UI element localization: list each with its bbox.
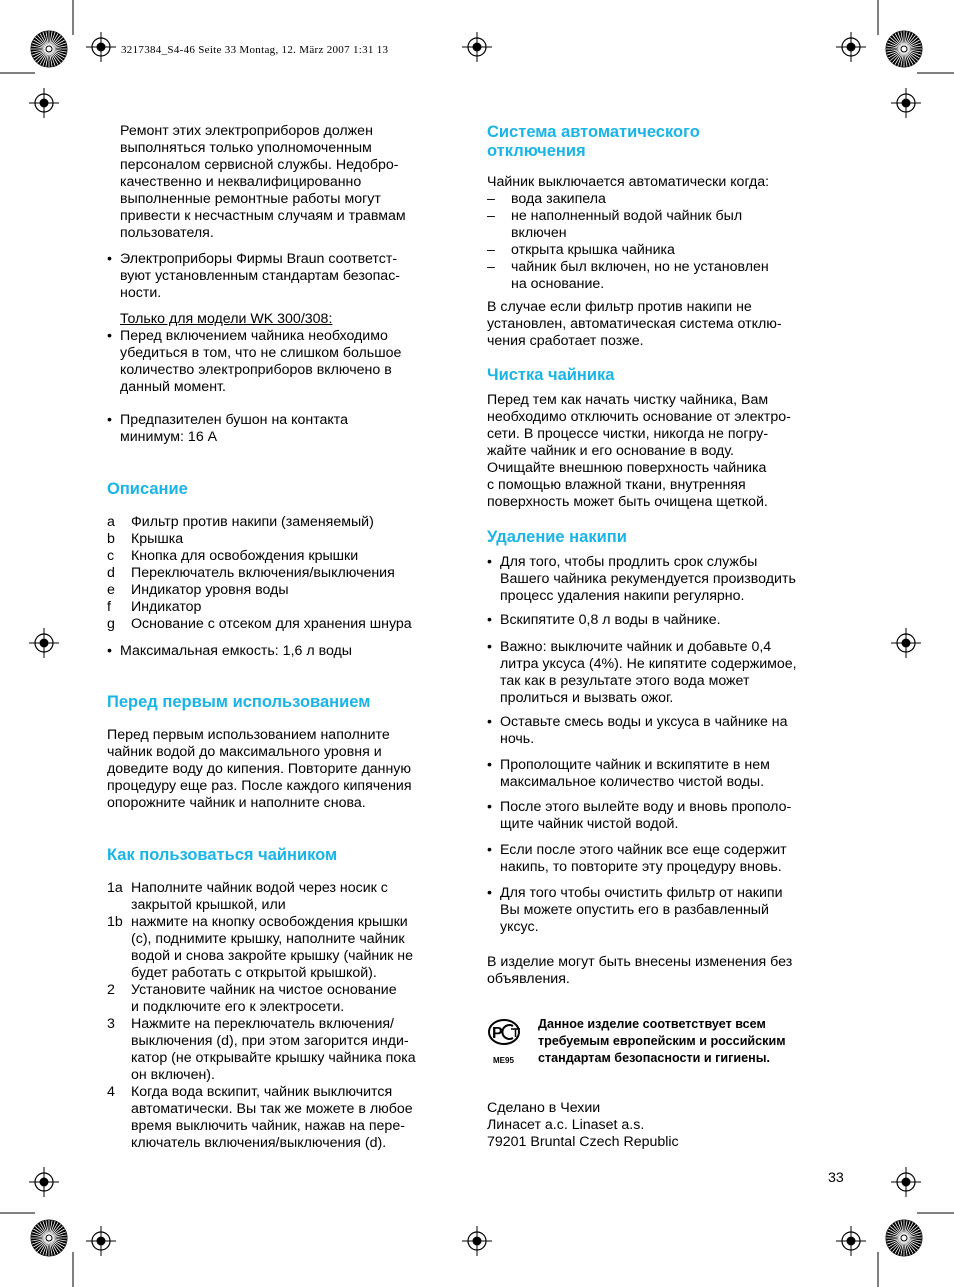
text-line: доведите воду до кипения. Повторите данную [107, 761, 412, 777]
part-text: Фильтр против накипи (заменяемый) [131, 514, 374, 530]
text-line: • Электроприборы Фирмы Braun соответст- [120, 251, 398, 267]
text-line: нажмите на кнопку освобождения крышки [131, 914, 408, 930]
text-line: • Для того, чтобы продлить срок службы [500, 554, 758, 570]
descale-bullet [487, 757, 849, 791]
svg-text:P: P [492, 1025, 503, 1042]
text-line: процедуру еще раз. После каждого кипячения [107, 778, 412, 794]
part-text: Переключатель включения/выключения [131, 565, 395, 581]
text-line: катор (не открывайте крышку чайника пока [131, 1050, 416, 1066]
text-line: жайте чайник и его основание в воду. [487, 443, 734, 459]
text-line: поверхность может быть очищена щеткой. [487, 494, 768, 510]
text-line: ночь. [500, 731, 535, 747]
step-item [107, 880, 467, 914]
text-line: • Если после этого чайник все еще содержит [500, 842, 787, 858]
text-line: привести к несчастным случаям и травмам [120, 208, 406, 224]
text-line: установлен, автоматическая система отклю- [487, 316, 782, 332]
text-line: время выключить чайник, нажав на пере- [131, 1118, 405, 1134]
text-line: Вы можете опустить его в разбавленный [500, 902, 769, 918]
text-line: объявления. [487, 971, 570, 987]
descale-bullet [487, 885, 849, 936]
text-line: Ремонт этих электроприборов должен [120, 123, 373, 139]
heading-cleaning: Чистка чайника [487, 366, 615, 384]
text-line: автоматически. Вы так же можете в любое [131, 1101, 413, 1117]
text-line: • Прополощите чайник и вскипятите в нем [500, 757, 770, 773]
text-line: включен [511, 225, 567, 241]
condition-item [487, 242, 849, 259]
text-line: требуемым европейским и российским [538, 1034, 786, 1048]
intro-paragraph [120, 123, 467, 242]
part-key: f [107, 599, 111, 615]
text-line: максимальное количество чистой воды. [500, 774, 765, 790]
cert-statement [538, 1016, 849, 1067]
part-text: Индикатор уровня воды [131, 582, 289, 598]
text-line: на основание. [511, 276, 605, 292]
bullet-check [107, 328, 467, 396]
part-key: b [107, 531, 115, 547]
auto-conditions [487, 191, 849, 293]
text-line: щите чайник чистой водой. [500, 816, 679, 832]
text-line: 79201 Bruntal Czech Republic [487, 1134, 679, 1150]
text-line: • Вскипятите 0,8 л воды в чайнике. [500, 612, 721, 628]
cleaning-paragraph [487, 392, 849, 511]
part-text: Основание с отсеком для хранения шнура [131, 616, 412, 632]
text-line: • Оставьте смесь воды и уксуса в чайнике на [500, 714, 788, 730]
text-line: данный момент. [120, 379, 226, 395]
text-line: ключатель включения/выключения (d). [131, 1135, 387, 1151]
text-line: Данное изделие соответствует всем [538, 1017, 766, 1031]
text-line: пользователя. [120, 225, 214, 241]
part-item [107, 514, 467, 531]
changes-note [487, 954, 849, 988]
text-line: уксус. [500, 919, 539, 935]
text-line: • Для того чтобы очистить фильтр от накипи [500, 885, 783, 901]
text-line: стандартам безопасности и гигиены. [538, 1051, 770, 1065]
text-line: Перед тем как начать чистку чайника, Вам [487, 392, 769, 408]
step-item [107, 1084, 467, 1152]
descale-bullet [487, 714, 849, 748]
text-line: Очищайте внешнюю поверхность чайника [487, 460, 767, 476]
text-line: необходимо отключить основание от электро- [487, 409, 791, 425]
auto-intro: Чайник выключается автоматически когда: [487, 174, 770, 190]
step-key: 1b [107, 914, 123, 930]
heading-descaling: Удаление накипи [487, 528, 627, 546]
text-line: минимум: 16 A [120, 429, 218, 445]
part-key: a [107, 514, 115, 530]
text-line: с помощью влажной ткани, внутренняя [487, 477, 746, 493]
text-line: Сделано в Чехии [487, 1100, 601, 1116]
step-item [107, 914, 467, 982]
cert-code: ME95 [493, 1056, 514, 1065]
text-line: опорожните чайник и наполните снова. [107, 795, 366, 811]
text-line: закрытой крышкой, или [131, 897, 286, 913]
page-number: 33 [828, 1170, 844, 1186]
descale-bullet [487, 842, 849, 876]
steps-list [107, 880, 467, 1152]
text-line: Вашего чайника рекумендуется производить [500, 571, 796, 587]
text-line: чения сработает позже. [487, 333, 644, 349]
heading-how-to-use: Как пользоваться чайником [107, 846, 338, 864]
parts-list [107, 514, 467, 633]
bullet-standard [107, 251, 467, 302]
heading-line: Система автоматического [487, 123, 700, 141]
text-line: • После этого вылейте воду и вновь прополо- [500, 799, 792, 815]
part-item [107, 565, 467, 582]
text-line: – открыта крышка чайника [511, 242, 675, 258]
text-line: пролиться и вызвать ожог. [500, 690, 674, 706]
step-key: 2 [107, 982, 115, 998]
text-line: сети. В процессе чистки, никогда не погру- [487, 426, 769, 442]
text-line: – вода закипела [511, 191, 606, 207]
text-line: накипь, то повторите эту процедуру вновь. [500, 859, 782, 875]
step-item [107, 1016, 467, 1084]
part-item [107, 599, 467, 616]
part-key: c [107, 548, 115, 564]
text-line: процесс удаления накипи регулярно. [500, 588, 745, 604]
text-line: водой и снова закройте крышку (чайник не [131, 948, 414, 964]
text-line: • Перед включением чайника необходимо [120, 328, 388, 344]
condition-item [487, 259, 849, 293]
step-item [107, 982, 467, 1016]
only-model-note: Только для модели WK 300/308: [120, 311, 333, 327]
part-key: g [107, 616, 115, 632]
part-item [107, 531, 467, 548]
condition-item [487, 191, 849, 208]
step-key: 1a [107, 880, 123, 896]
part-key: d [107, 565, 115, 581]
text-line: – не наполненный водой чайник был [511, 208, 743, 224]
text-line: литра уксуса (4%). Не кипятите содержимое, [500, 656, 797, 672]
step-key: 3 [107, 1016, 115, 1032]
text-line: количество электроприборов включено в [120, 362, 392, 378]
text-line: Перед первым использованием наполните [107, 727, 390, 743]
text-line: качественно и неквалифицированно [120, 174, 362, 190]
text-line: так как в результате этого вода может [500, 673, 750, 689]
text-line: Нажмите на переключатель включения/ [131, 1016, 394, 1032]
part-item [107, 548, 467, 565]
text-line: • Предпазителен бушон на контакта [120, 412, 349, 428]
text-line: Линасет а.с. Linaset a.s. [487, 1117, 645, 1133]
manufacturer-info [487, 1100, 849, 1151]
heading-description: Описание [107, 480, 188, 498]
text-line: (c), поднимите крышку, наполните чайник [131, 931, 405, 947]
heading-line: отключения [487, 142, 586, 160]
auto-note [487, 299, 849, 350]
descale-bullet [487, 639, 849, 707]
text-line: будет работать с открытой крышкой). [131, 965, 377, 981]
text-line: убедиться в том, что не слишком большое [120, 345, 402, 361]
text-line: ности. [120, 285, 162, 301]
heading-first-use: Перед первым использованием [107, 693, 371, 711]
part-item [107, 582, 467, 599]
part-key: e [107, 582, 115, 598]
text-line: он включен). [131, 1067, 215, 1083]
part-text: Индикатор [131, 599, 202, 615]
bullet-capacity: • Максимальная емкость: 1,6 л воды [107, 643, 467, 660]
first-use-paragraph [107, 727, 467, 812]
text-line: – чайник был включен, но не установлен [511, 259, 769, 275]
text-line: вуют установленным стандартам безопас- [120, 268, 401, 284]
text-line: • Важно: выключите чайник и добавьте 0,4 [500, 639, 772, 655]
text-line: выключения (d), при этом загорится инди- [131, 1033, 409, 1049]
descale-bullet [487, 612, 849, 629]
descale-bullet [487, 554, 849, 605]
text-line: выполненные ремонтные работы могут [120, 191, 381, 207]
part-text: Кнопка для освобождения крышки [131, 548, 359, 564]
descale-bullet [487, 799, 849, 833]
part-text: Крышка [131, 531, 184, 547]
text-line: и подключите его к электросети. [131, 999, 345, 1015]
text-line: Установите чайник на чистое основание [131, 982, 397, 998]
text-line: чайник водой до максимального уровня и [107, 744, 382, 760]
part-item [107, 616, 467, 633]
heading-auto-shutoff [487, 123, 849, 161]
bullet-fuse [107, 412, 467, 446]
step-key: 4 [107, 1084, 115, 1100]
text-line: Наполните чайник водой через носик с [131, 880, 388, 896]
text-line: В изделие могут быть внесены изменения без [487, 954, 793, 970]
text-line: персоналом сервисной службы. Недобро- [120, 157, 399, 173]
print-slug: 3217384_S4-46 Seite 33 Montag, 12. März 2007 1:31 13 [121, 44, 389, 56]
text-line: выполняться только уполномоченным [120, 140, 372, 156]
condition-item [487, 208, 849, 242]
text-line: В случае если фильтр против накипи не [487, 299, 752, 315]
text-line: Когда вода вскипит, чайник выключится [131, 1084, 393, 1100]
